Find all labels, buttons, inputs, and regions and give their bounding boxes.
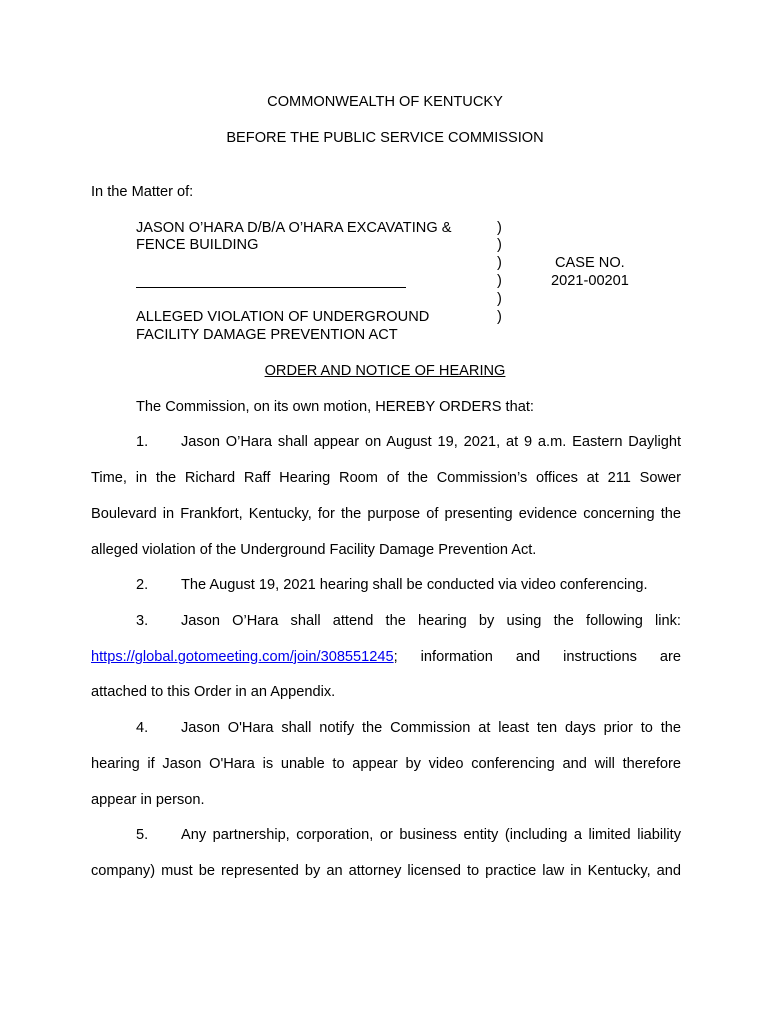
commission-heading: BEFORE THE PUBLIC SERVICE COMMISSION xyxy=(226,130,544,146)
order-intro: The Commission, on its own motion, HEREBY ORDERS that: xyxy=(136,399,534,415)
caption-paren: ) xyxy=(497,220,502,236)
paragraph-5-line: company) must be represented by an attorney licensed to practice law in Kentucky, and xyxy=(91,863,681,879)
caption-paren: ) xyxy=(497,309,502,325)
paragraph-3-line: attached to this Order in an Appendix. xyxy=(91,684,336,700)
subject-line1: ALLEGED VIOLATION OF UNDERGROUND xyxy=(136,309,430,325)
case-number-label: CASE NO. xyxy=(555,255,625,271)
paragraph-1-line: Boulevard in Frankfort, Kentucky, for the purpose of presenting evidence concerning the xyxy=(91,506,681,522)
paragraph-1-line: Time, in the Richard Raff Hearing Room of the Commission’s offices at 211 Sower xyxy=(91,470,681,486)
paragraph-4-line: hearing if Jason O'Hara is unable to appear by video conferencing and will therefore xyxy=(91,756,681,772)
commonwealth-heading: COMMONWEALTH OF KENTUCKY xyxy=(267,94,503,110)
paragraph-5-line: Any partnership, corporation, or business entity (including a limited liability xyxy=(181,827,681,843)
caption-divider-line xyxy=(136,287,406,288)
paragraph-2-line: The August 19, 2021 hearing shall be conducted via video conferencing. xyxy=(181,577,648,593)
paragraph-number: 4. xyxy=(136,720,149,736)
meeting-link[interactable]: https://global.gotomeeting.com/join/308551245 xyxy=(91,649,394,665)
caption-paren: ) xyxy=(497,273,502,289)
paragraph-3-line: Jason O’Hara shall attend the hearing by using the following link: xyxy=(181,613,681,629)
caption-paren: ) xyxy=(497,291,502,307)
caption-paren: ) xyxy=(497,237,502,253)
paragraph-1-line: alleged violation of the Underground Facility Damage Prevention Act. xyxy=(91,542,537,558)
caption-paren: ) xyxy=(497,255,502,271)
in-the-matter-label: In the Matter of: xyxy=(91,184,194,200)
party-name-line1: JASON O’HARA D/B/A O’HARA EXCAVATING & xyxy=(136,220,452,236)
paragraph-number: 1. xyxy=(136,434,149,450)
paragraph-4-line: Jason O'Hara shall notify the Commission at least ten days prior to the xyxy=(181,720,681,736)
order-title: ORDER AND NOTICE OF HEARING xyxy=(264,363,506,379)
paragraph-4-line: appear in person. xyxy=(91,792,205,808)
order-title-wrap xyxy=(0,362,770,380)
case-number: 2021-00201 xyxy=(551,273,629,289)
paragraph-3-line2-rest: ; information and instructions are xyxy=(393,649,681,665)
subject-line2: FACILITY DAMAGE PREVENTION ACT xyxy=(136,327,398,343)
paragraph-3-line2 xyxy=(91,648,681,666)
party-name-line2: FENCE BUILDING xyxy=(136,237,259,253)
paragraph-number: 5. xyxy=(136,827,149,843)
paragraph-1-line: Jason O’Hara shall appear on August 19, 2021, at 9 a.m. Eastern Daylight xyxy=(181,434,681,450)
paragraph-number: 2. xyxy=(136,577,149,593)
paragraph-number: 3. xyxy=(136,613,149,629)
